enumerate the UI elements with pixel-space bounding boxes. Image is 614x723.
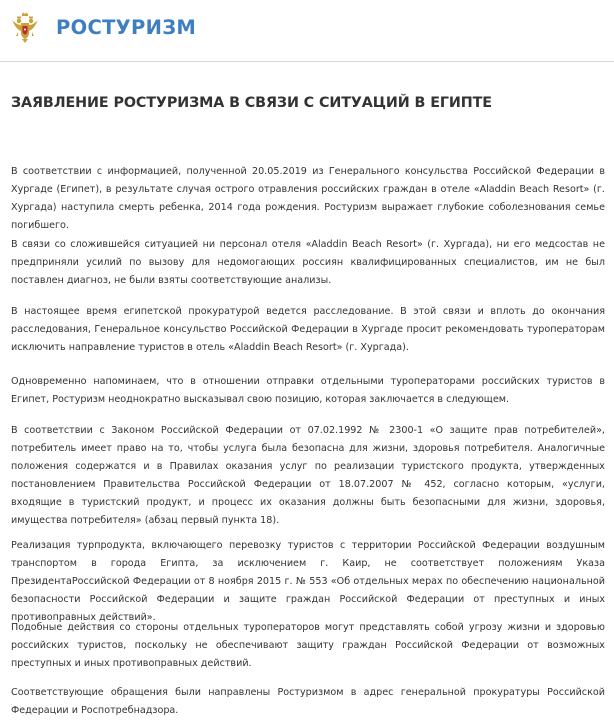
article-paragraph: В соответствии с информацией, полученной 20.05.2019 из Генерального консульства Российской Федерации в Хургаде (Египет), в результате случая острого отравления российских граждан в отеле «Aladdin Beach Resort» (г. Хургада) наступила смерть ребенка, 2014 года рождения. Ростуризм выражает глубокие соболезнования семье погибшего. bbox=[11, 166, 605, 231]
double-headed-eagle-icon[interactable] bbox=[11, 12, 39, 44]
site-brand[interactable]: РОСТУРИЗМ bbox=[56, 16, 197, 39]
article-paragraph: В связи со сложившейся ситуацией ни персонал отеля «Aladdin Beach Resort» (г. Хургада), ни его медсостав не предприняли усилий по вызову для недомогающих россиян квалифицированных специалистов, им не был поставлен диагноз, не были взяты соответствующие анализы. bbox=[11, 239, 605, 286]
header-divider bbox=[0, 61, 614, 62]
article-paragraph: В соответствии с Законом Российской Федерации от 07.02.1992 № 2300-1 «О защите прав потребителей», потребитель имеет право на то, чтобы услуга была безопасна для жизни, здоровья потребителя. Аналогичные положения содержатся и в Правилах оказания услуг по реализации туристского продукта, утвержденных постановлением Правительства Российской Федерации от 18.07.2007 № 452, согласно которым, «услуги, входящие в туристский продукт, и процесс их оказания должны быть безопасными для жизни, здоровья, имущества потребителя» (абзац первый пункта 18). bbox=[11, 425, 605, 526]
page-title: ЗАЯВЛЕНИЕ РОСТУРИЗМА В СВЯЗИ С СИТУАЦИЙ В ЕГИПТЕ bbox=[11, 95, 492, 111]
article-paragraph: Соответствующие обращения были направлены Ростуризмом в адрес генеральной прокуратуры Российской Федерации и Роспотребнадзора. bbox=[11, 687, 605, 716]
article-paragraph: Одновременно напоминаем, что в отношении отправки отдельными туроператорами российских туристов в Египет, Ростуризм неоднократно высказывал свою позицию, которая заключается в следующем. bbox=[11, 376, 605, 405]
site-header bbox=[0, 0, 614, 62]
article-paragraph: Реализация турпродукта, включающего перевозку туристов с территории Российской Федерации воздушным транспортом в города Египта, за исключением г. Каир, не соответствует положениям Указа ПрезидентаРоссийской Федерации от 8 ноября 2015 г. № 553 «Об отдельных мерах по обеспечению национальной безопасности Российской Федерации и защите граждан Российской Федерации от преступных и иных противоправных действий». bbox=[11, 540, 605, 623]
article-paragraph: В настоящее время египетской прокуратурой ведется расследование. В этой связи и вплоть до окончания расследования, Генеральное консульство Российской Федерации в Хургаде просит рекомендовать туроператорам исключить направление туристов в отель «Aladdin Beach Resort» (г. Хургада). bbox=[11, 306, 605, 353]
article-paragraph: Подобные действия со стороны отдельных туроператоров могут представлять собой угрозу жизни и здоровью российских туристов, поскольку не обеспечивают защиту граждан Российской Федерации от возможных преступных и иных противоправных действий. bbox=[11, 622, 605, 669]
